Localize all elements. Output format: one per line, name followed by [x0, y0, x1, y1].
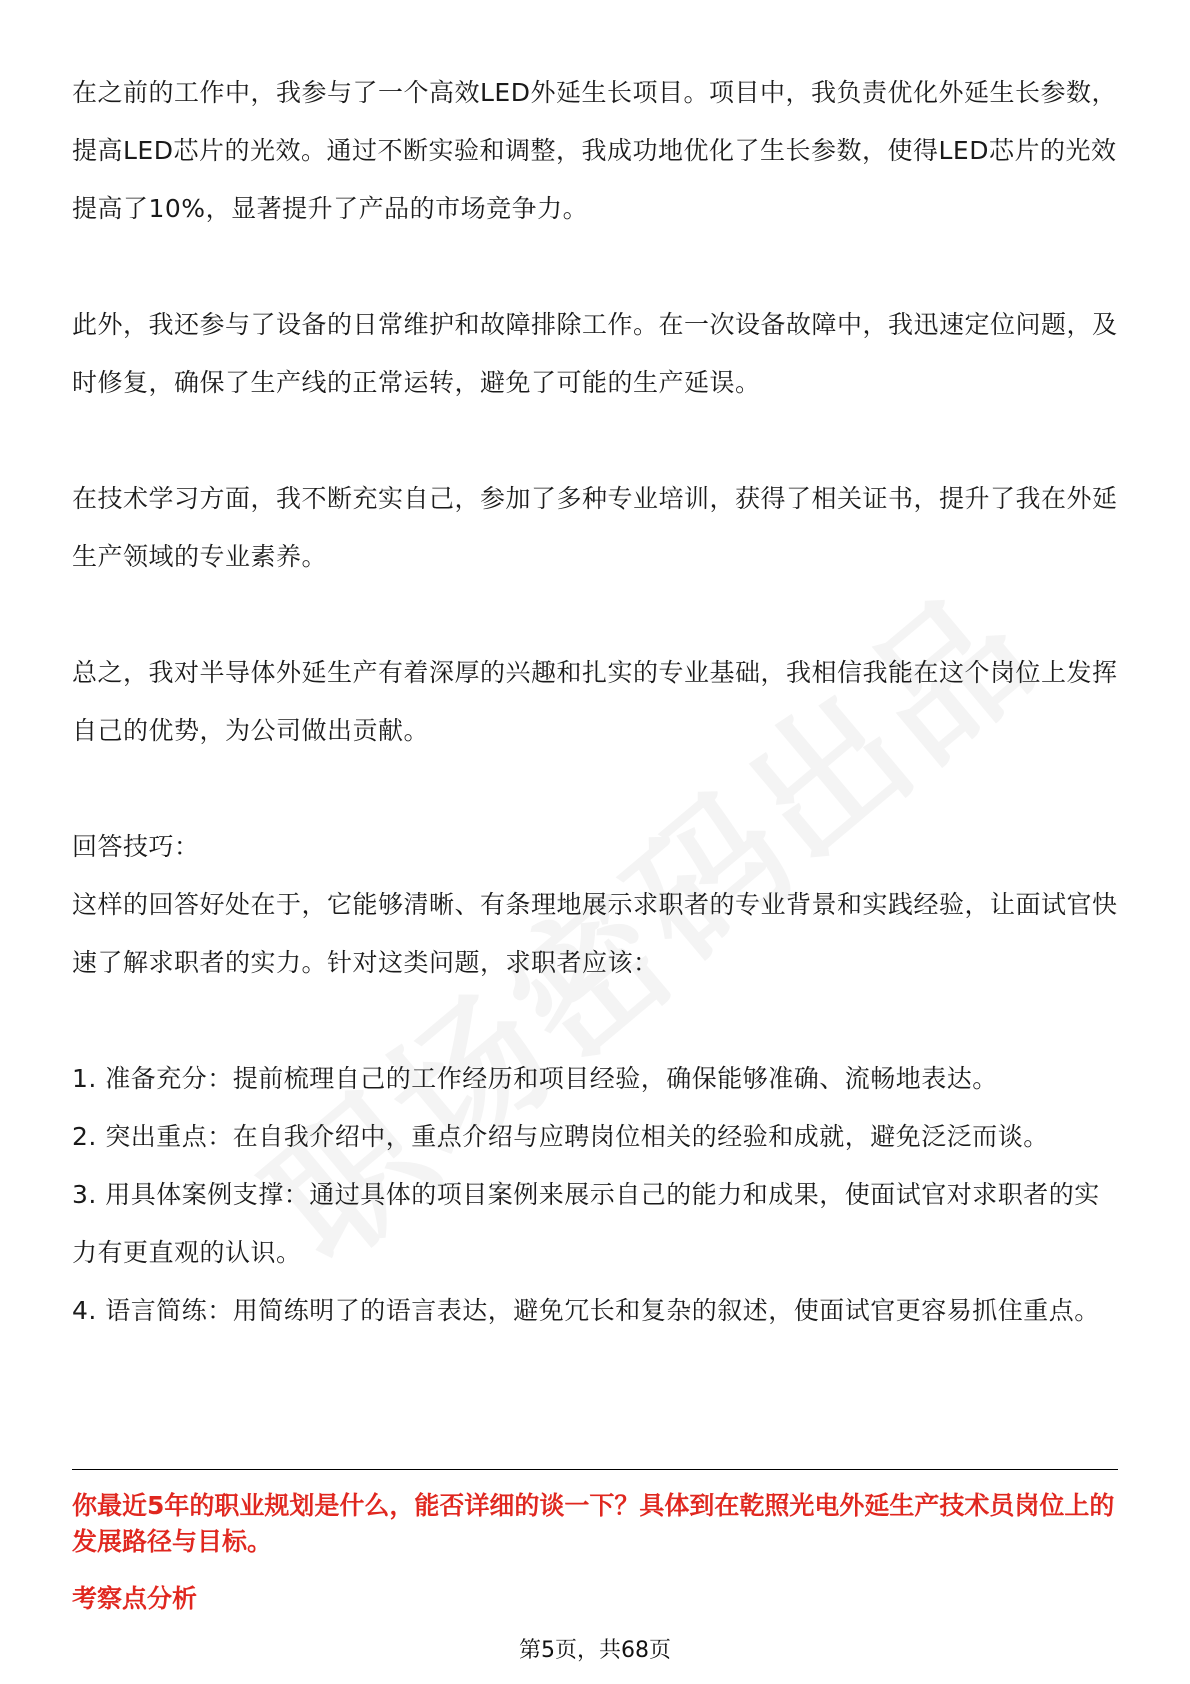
tips-list-item: 3. 用具体案例支撑：通过具体的项目案例来展示自己的能力和成果，使面试官对求职者的实力有更直观的认识。 [72, 1180, 1100, 1267]
paragraph-spacer [72, 586, 1118, 644]
tips-list-item: 4. 语言简练：用简练明了的语言表达，避免冗长和复杂的叙述，使面试官更容易抓住重点。 [72, 1296, 1100, 1325]
page-number: 第5页，共68页 [519, 1638, 671, 1663]
paragraph-summary: 总之，我对半导体外延生产有着深厚的兴趣和扎实的专业基础，我相信我能在这个岗位上发挥自己的优势，为公司做出贡献。 [72, 658, 1118, 745]
section-heading: 考察点分析 [72, 1584, 198, 1613]
section-divider [72, 1469, 1118, 1470]
tips-title: 回答技巧： [72, 832, 200, 861]
paragraph-spacer [72, 412, 1118, 470]
paragraph-project-experience: 在之前的工作中，我参与了一个高效LED外延生长项目。项目中，我负责优化外延生长参数，提高LED芯片的光效。通过不断实验和调整，我成功地优化了生长参数，使得LED芯片的光效提高了10%，显著提升了产品的市场竞争力。 [72, 78, 1117, 223]
paragraph-learning: 在技术学习方面，我不断充实自己，参加了多种专业培训，获得了相关证书，提升了我在外延生产领域的专业素养。 [72, 484, 1118, 571]
paragraph-spacer [72, 760, 1118, 818]
tips-list-item: 1. 准备充分：提前梳理自己的工作经历和项目经验，确保能够准确、流畅地表达。 [72, 1064, 998, 1093]
paragraph-maintenance: 此外，我还参与了设备的日常维护和故障排除工作。在一次设备故障中，我迅速定位问题，及时修复，确保了生产线的正常运转，避免了可能的生产延误。 [72, 310, 1118, 397]
paragraph-spacer [72, 238, 1118, 296]
tips-intro: 这样的回答好处在于，它能够清晰、有条理地展示求职者的专业背景和实践经验，让面试官快速了解求职者的实力。针对这类问题，求职者应该： [72, 890, 1118, 977]
tips-list-item: 2. 突出重点：在自我介绍中，重点介绍与应聘岗位相关的经验和成就，避免泛泛而谈。 [72, 1122, 1049, 1151]
paragraph-spacer [72, 992, 1118, 1050]
body-content [72, 64, 1118, 1340]
answer-tips [72, 818, 1118, 1340]
next-question: 你最近5年的职业规划是什么，能否详细的谈一下？具体到在乾照光电外延生产技术员岗位上的发展路径与目标。 [72, 1491, 1115, 1556]
